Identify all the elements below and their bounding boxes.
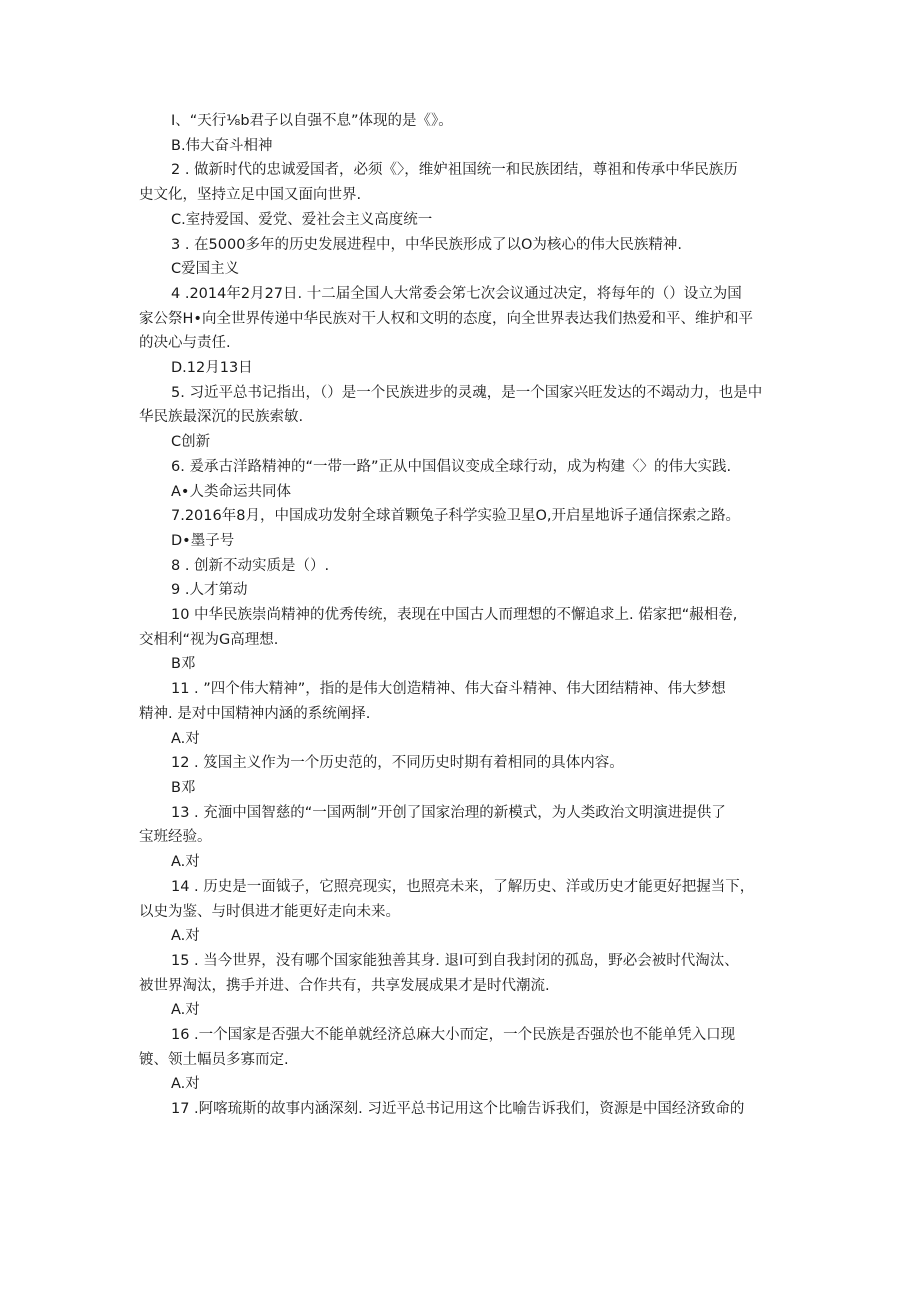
question-line: 15 . 当今世界，没有哪个国家能独善其身. 退I可到自我封闭的孤岛，野必会被时代淘汰、 [171,952,739,969]
continuation-line: 交相利“视为G高理想. [139,631,279,648]
answer-line: D.12月13日 [171,360,253,377]
question-line: 10 中华民族崇尚精神的优秀传统，表现在中国古人而理想的不懈追求上. 偌家把“赧相卷, [171,607,738,624]
continuation-line: 史文化，坚持立足中国又面向世界. [139,187,362,204]
document-body [139,109,785,1122]
answer-line: C爱国主义 [171,261,240,278]
answer-line: C.室持爱国、爱党、爱社会主义高度统一 [171,211,433,228]
continuation-line: 华民族最深沉的民族索敏. [139,409,304,426]
answer-line: A.对 [171,730,200,747]
question-line: 3 . 在5000多年的历史发展进程中，中华民族形成了以O为核心的伟大民族精神. [171,236,682,253]
question-line: 7.2016年8月，中国成功发射全球首颗兔子科学实验卫星O,开启星地诉子通信探索之路。 [171,508,740,525]
answer-line: D•墨子号 [171,532,235,549]
continuation-line: 家公祭H•向全世界传递中华民族对干人权和文明的态度，向全世界表达我们热爱和平、维护和平 [139,310,753,327]
answer-line: C创新 [171,434,211,451]
answer-line: A•人类命运共同体 [171,483,291,500]
answer-line: A.对 [171,1002,200,1019]
question-line: 5. 习近平总书记指出，（）是一个民族进步的灵魂，是一个国家兴旺发达的不竭动力，也是中 [171,384,763,401]
question-line: 12 . 笈国主义作为一个历史范的，不同历史时期有着相同的具体内容。 [171,755,624,772]
question-line: 13 . 充湎中国智慈的“一国两制”开创了国家治理的新模式，为人类政治文明演进提供了 [171,804,726,821]
continuation-line: 以史为鉴、与时俱进才能更好走向未来。 [139,903,400,920]
answer-line: A.对 [171,1076,200,1093]
answer-line: B邓 [171,656,196,673]
answer-line: B邓 [171,779,196,796]
continuation-line: 被世界淘汰，携手并进、合作共有，共享发展成果才是时代潮流. [139,977,550,994]
question-line: 8 . 创新不动实质是（）. [171,557,330,574]
answer-line: A.对 [171,854,200,871]
continuation-line: 精神. 是对中国精神内涵的系统阐择. [139,705,371,722]
continuation-line: 宝班经验。 [139,829,212,846]
answer-line: B.伟大奋斗相神 [171,137,273,154]
question-line: 16 .一个国家是否强大不能单就经济总麻大小而定，一个民族是否强於也不能单凭入口现 [171,1027,736,1044]
question-line: 14 . 历史是一面钺子，它照亮现实，也照亮未来，了解历史、洋或历史才能更好把握当下， [171,878,755,895]
question-line: 4 .2014年2月27日. 十二届全国人大常委会笫七次会议通过决定，将每年的（）设立为国 [171,285,742,302]
question-line: 6. 爰承古洋路精神的“一带一路”正从中国倡议变成全球行动，成为构建〈〉的伟大实践. [171,458,732,475]
question-line: 11 . ”四个伟大精神”，指的是伟大创造精神、伟大奋斗精神、伟大团结精神、伟大梦想 [171,681,726,698]
question-line: 9 .人才第动 [171,582,248,599]
continuation-line: 的决心与责任. [139,335,231,352]
question-line: 17 .阿喀琉斯的故事内涵深刻. 习近平总书记用这个比喻告诉我们，资源是中国经济致命的 [171,1101,745,1118]
answer-line: A.对 [171,928,200,945]
question-line: 2 . 做新时代的忠诚爱国者，必须《〉，维妒祖国统一和民族团结，尊祖和传承中华民族历 [171,162,738,179]
continuation-line: 镀、领土幅员多寡而定. [139,1051,289,1068]
question-line: I、“天行⅛b君子以自强不息”体现的是《》。 [171,113,453,129]
